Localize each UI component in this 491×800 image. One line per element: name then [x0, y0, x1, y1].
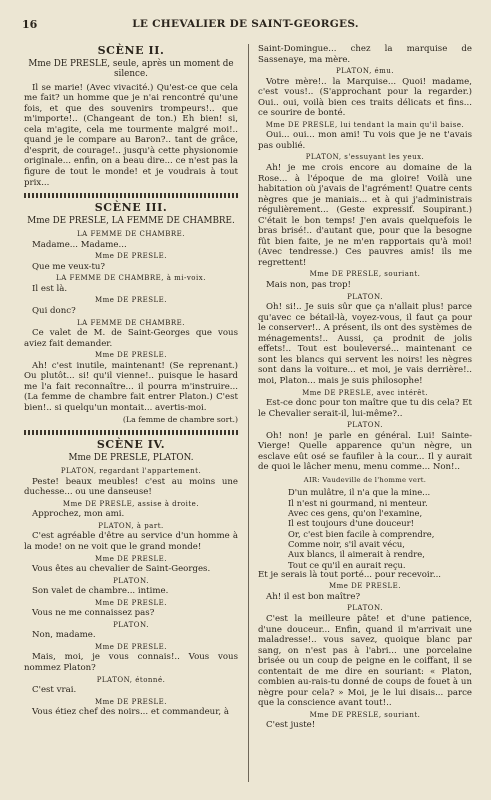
speech: C'est vrai.: [32, 685, 77, 696]
scene-characters: Mme DE PRESLE, PLATON.: [68, 452, 194, 463]
dialogue-block: [258, 570, 472, 731]
scene-title: SCÈNE II.: [97, 44, 165, 57]
speaker-name: Mme DE PRESLE.: [95, 351, 167, 360]
speaker-name: LA FEMME DE CHAMBRE.: [77, 230, 185, 239]
speech: Vous étiez chef des noirs... et commandeur, à: [32, 707, 229, 718]
speaker-name: PLATON.: [113, 576, 149, 585]
verse-line: Or, c'est bien facile à comprendre,: [288, 528, 435, 539]
speaker-name: Mme DE PRESLE.: [95, 252, 167, 261]
column-divider: [248, 44, 249, 782]
speaker-name: Mme DE PRESLE, avec intérêt.: [302, 388, 428, 397]
speaker-name: Mme DE PRESLE, souriant.: [309, 270, 421, 279]
speech: Est-ce donc pour ton maître que tu dis cela? Et le Chevalier serait-il, lui-même?..: [258, 398, 472, 419]
speaker-name: PLATON, à part.: [98, 521, 164, 530]
verse-line: Il est toujours d'une douceur!: [288, 518, 415, 529]
speech: Non, madame.: [32, 630, 96, 641]
speech: C'est agréable d'être au service d'un homme à la mode! on ne voit que le grand monde!: [24, 531, 238, 552]
verse-line: Aux blancs, il aimerait à rendre,: [288, 549, 425, 560]
speaker-name: LA FEMME DE CHAMBRE, à mi-voix.: [56, 274, 206, 283]
speech: Saint-Domingue... chez la marquise de Sassenaye, ma mère.: [258, 44, 472, 65]
speaker-name: Mme DE PRESLE.: [95, 296, 167, 305]
speaker-name: Mme DE PRESLE, souriant.: [309, 710, 421, 719]
speaker-name: PLATON, regardant l'appartement.: [60, 467, 202, 476]
stage-direction: (La femme de chambre sort.): [122, 414, 238, 424]
speaker-name: Mme DE PRESLE, lui tendant la main qu'il baise.: [265, 120, 465, 129]
left-column: [24, 44, 238, 718]
speaker-name: Mme DE PRESLE, assise à droite.: [62, 499, 200, 508]
speech: Vous êtes au chevalier de Saint-Georges.: [32, 564, 211, 575]
speech: Peste! beaux meubles! c'est au moins une duchesse... ou une danseuse!: [24, 476, 238, 498]
speech: Ah! c'est inutile, maintenant! (Se reprenant.) Ou plutôt... si! qu'il vienne!.. puisque le hasard me l'a fait reconnaître... il pourra m'instruire... (La femme de chambre fait entrer Platon.) C'est bien!.. si quelqu'un montait... avertis-moi.: [24, 360, 238, 413]
verse-line: Tout ce qu'il en aurait reçu.: [288, 559, 406, 570]
scene-title: SCÈNE III.: [94, 201, 168, 215]
speech: Ah! je me crois encore au domaine de la Rose... à l'époque de ma gloire! Voilà une habitation où j'avais de l'agrément! Quatre cents nègres que je maniais... et à qui j'administrais régulièrement... (Geste expressif. Soupirant.) C'était le bon temps! J'en avais quelquefois le bras brisé!.. d'autant que, pour que la besogne fût bien faite, je ne m'en rapportais qu'à moi! (Avec tendresse.) Ces pauvres amis! ils me regrettent!: [258, 163, 472, 268]
speech: Que me veux-tu?: [32, 261, 106, 272]
scene-characters: Mme DE PRESLE, LA FEMME DE CHAMBRE.: [27, 215, 235, 226]
song-verses: [258, 487, 472, 569]
speaker-name: Mme DE PRESLE.: [329, 582, 401, 591]
scene-divider: [24, 193, 238, 198]
speaker-name: PLATON, étonné.: [96, 675, 166, 684]
speaker-name: PLATON.: [347, 604, 383, 613]
speech: C'est la meilleure pâte! et d'une patience, d'une douceur... Enfin, quand il m'arrivait une maladresse!.. vous savez, quoique blanc par sang, on n'est pas à l'abri... une porcelaine brisée ou un coup de peigne en le coiffant, il se contentait de me dire en souriant: « Platon, combien au-rais-tu donné de coups de fouet à un nègre pour cela? » Moi, je le lui disais... parce que la conscience avant tout!..: [258, 613, 472, 709]
speaker-name: Mme DE PRESLE.: [95, 554, 167, 563]
speaker-name: PLATON, ému.: [335, 67, 395, 76]
verse-line: D'un mulâtre, il n'a que la mine...: [288, 487, 431, 498]
speaker-name: PLATON.: [113, 620, 149, 629]
verse-line: Il n'est ni gourmand, ni menteur.: [288, 497, 428, 508]
scene-title: SCÈNE IV.: [96, 438, 166, 452]
speech: Il se marie! (Avec vivacité.) Qu'est-ce que cela me fait? un homme que je n'ai rencontré qu'une fois, et que des souvenirs trompeurs!.. que m'importe!.. (Changeant de ton.) Eh bien! si, cela m'agite, cela me tourmente malgré moi!.. quand je le compare au Baron?.. tant de grâce, d'esprit, de courage!.. jusqu'à cette physionomie originale... enfin, on a beau dire... ce n'est pas la figure de tout le monde! et je voudrais à tout prix...: [24, 82, 238, 188]
speech: Oui... oui... mon ami! Tu vois que je ne t'avais pas oublié.: [258, 130, 472, 151]
speech: Ah! il est bon maître?: [266, 591, 361, 602]
speech: Son valet de chambre... intime.: [32, 586, 169, 597]
dialogue-block: [24, 229, 238, 413]
speaker-name: Mme DE PRESLE.: [95, 598, 167, 607]
right-column: [258, 44, 472, 731]
running-title: LE CHEVALIER DE SAINT-GEORGES.: [132, 18, 359, 30]
speech: Il est là.: [32, 283, 68, 294]
speaker-name: PLATON.: [347, 292, 383, 301]
dialogue-block: [24, 466, 238, 718]
speaker-name: Mme DE PRESLE.: [95, 642, 167, 651]
speech: Madame... Madame...: [32, 239, 127, 250]
scene-direction: Mme DE PRESLE, seule, après un moment de silence.: [28, 58, 234, 80]
page-number: 16: [22, 18, 38, 31]
speech: Vous ne me connaissez pas?: [32, 608, 155, 619]
speech: Qui donc?: [32, 306, 76, 317]
speech: Mais non, pas trop!: [266, 280, 351, 291]
speech: C'est juste!: [266, 720, 316, 731]
speaker-name: PLATON.: [347, 421, 383, 430]
speech: Oh! non! je parle en général. Lui! Sainte-Vierge! Quelle apparence qu'un nègre, un esclave eût osé se faufiler à la cour... Il y aurait de quoi le lâcher menu, menu comme... Non!..: [258, 430, 472, 473]
verse-line: Comme noir, s'il avait vécu,: [288, 538, 405, 549]
song-air-title: AIR: Vaudeville de l'homme vert.: [303, 475, 427, 484]
speaker-name: Mme DE PRESLE.: [95, 697, 167, 706]
speech: Ce valet de M. de Saint-Georges que vous aviez fait demander.: [24, 328, 238, 349]
speech: Votre mère!.. la Marquise... Quoi! madame, c'est vous!.. (S'approchant pour la regarder.) Oui.. oui, voilà bien ces traits délicats et fins... ce sourire de bonté.: [258, 76, 472, 119]
speech: Approchez, mon ami.: [32, 509, 125, 520]
dialogue-block: [258, 44, 472, 473]
speech: Et je serais là tout porté... pour recevoir...: [258, 569, 442, 580]
speech: Mais, moi, je vous connais!.. Vous vous nommez Platon?: [24, 652, 238, 673]
speech: Oh! si!.. Je suis sûr que ça n'allait plus! parce qu'avec ce bétail-là, voyez-vous, il faut ça pour le conserver!.. A présent, ils ont des systèmes de ménagements!.. Aussi, ça prodnit de jolis effets!.. Tout est bouleversé... maintenant ce sont les blancs qui servent les noirs! les nègres sont dans la voiture... et moi, je vais derrière!.. moi, Platon... mais je suis philosophe!: [258, 302, 472, 386]
speaker-name: PLATON, s'essuyant les yeux.: [305, 153, 425, 162]
speaker-name: LA FEMME DE CHAMBRE.: [77, 318, 185, 327]
scene-divider: [24, 430, 238, 435]
verse-line: Avec ces gens, qu'on l'examine,: [288, 508, 423, 519]
page-header: [22, 18, 469, 32]
